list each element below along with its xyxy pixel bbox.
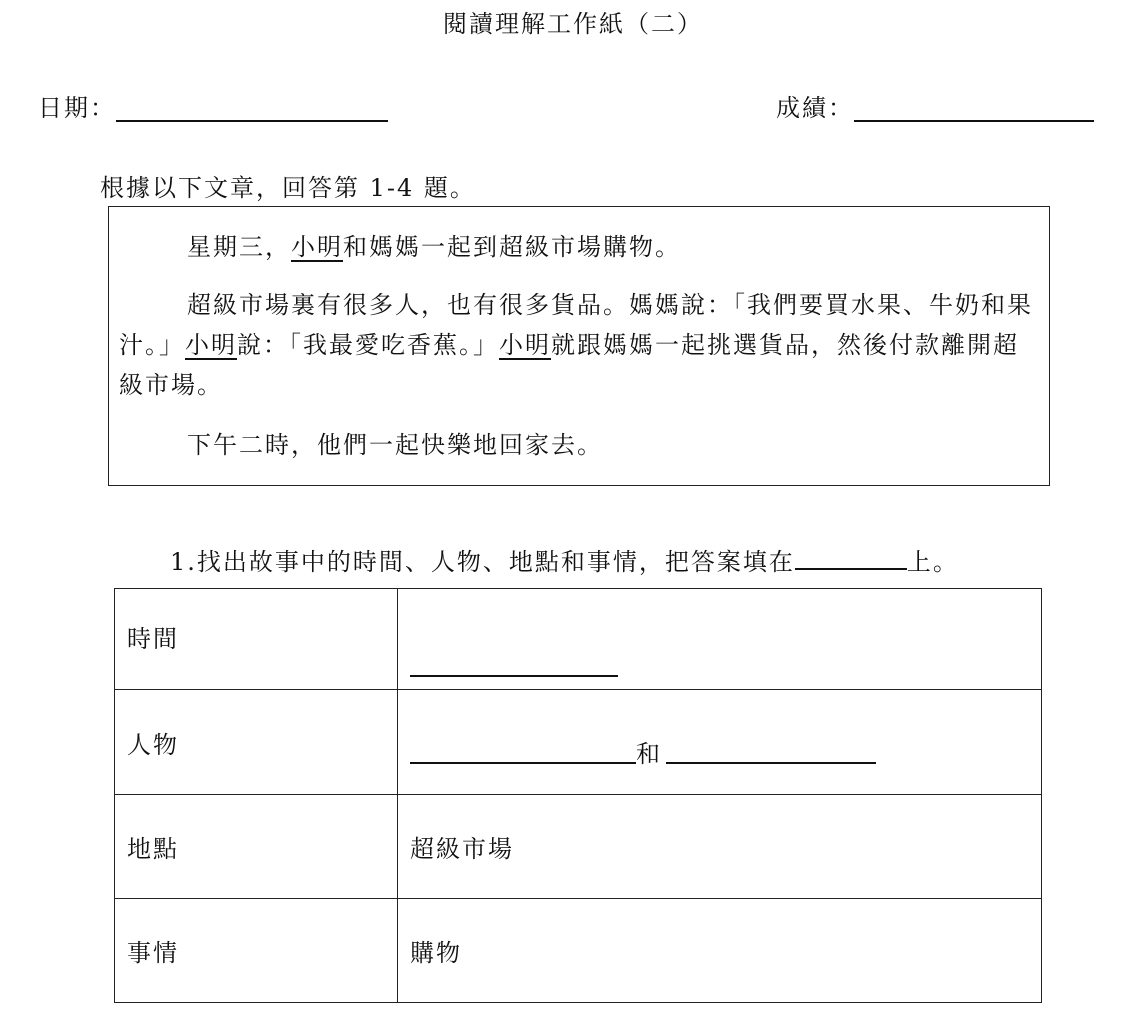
p2-part-c: 就跟媽媽一起挑選貨品，然後付款離開超級市場。 xyxy=(119,331,1019,399)
question-text: 找出故事中的時間、人物、地點和事情，把答案填在 xyxy=(196,548,795,576)
person-2-blank[interactable] xyxy=(666,762,876,764)
score-field xyxy=(776,88,1094,123)
table-row xyxy=(115,589,1042,690)
p2-part-a: 超級市場裏有很多人，也有很多貨品。媽媽說：「我們要買水果、牛奶和果汁。」 xyxy=(119,291,1033,359)
row-label-place: 地點 xyxy=(115,795,398,899)
passage-paragraph-2 xyxy=(119,285,1037,405)
table-row xyxy=(115,690,1042,795)
name-xiaoming: 小明 xyxy=(185,331,237,359)
name-xiaoming: 小明 xyxy=(291,233,343,261)
row-label-event: 事情 xyxy=(115,899,398,1003)
name-xiaoming: 小明 xyxy=(499,331,551,359)
date-label: 日期： xyxy=(38,94,116,122)
time-answer-cell xyxy=(398,589,1042,690)
question-tail: 上。 xyxy=(906,548,959,576)
row-label-time: 時間 xyxy=(115,589,398,690)
score-blank[interactable] xyxy=(854,120,1094,122)
fill-blank-sample xyxy=(795,540,907,570)
question-1 xyxy=(170,540,959,577)
instruction-text: 根據以下文章，回答第 1-4 題。 xyxy=(100,174,476,202)
p1-rest: 和媽媽一起到超級市場購物。 xyxy=(343,233,681,261)
date-blank[interactable] xyxy=(116,120,388,122)
place-answer-cell: 超級市場 xyxy=(398,795,1042,899)
table-row xyxy=(115,899,1042,1003)
score-label: 成績： xyxy=(776,94,854,122)
p2-part-b: 說：「我最愛吃香蕉。」 xyxy=(237,331,499,359)
question-number: 1. xyxy=(170,548,197,576)
person-1-blank[interactable] xyxy=(410,762,636,764)
passage-paragraph-1 xyxy=(119,227,1037,267)
passage-paragraph-3: 下午二時，他們一起快樂地回家去。 xyxy=(187,431,603,459)
people-answer-cell xyxy=(398,690,1042,795)
p1-lead: 星期三， xyxy=(187,233,291,261)
event-answer-cell: 購物 xyxy=(398,899,1042,1003)
worksheet-title: 閱讀理解工作紙（二） xyxy=(443,10,703,38)
answer-table xyxy=(114,588,1042,1003)
row-label-people: 人物 xyxy=(115,690,398,795)
time-blank[interactable] xyxy=(410,675,618,677)
passage-box xyxy=(108,206,1050,486)
date-field xyxy=(38,88,388,123)
table-row xyxy=(115,795,1042,899)
people-joiner: 和 xyxy=(636,740,662,768)
